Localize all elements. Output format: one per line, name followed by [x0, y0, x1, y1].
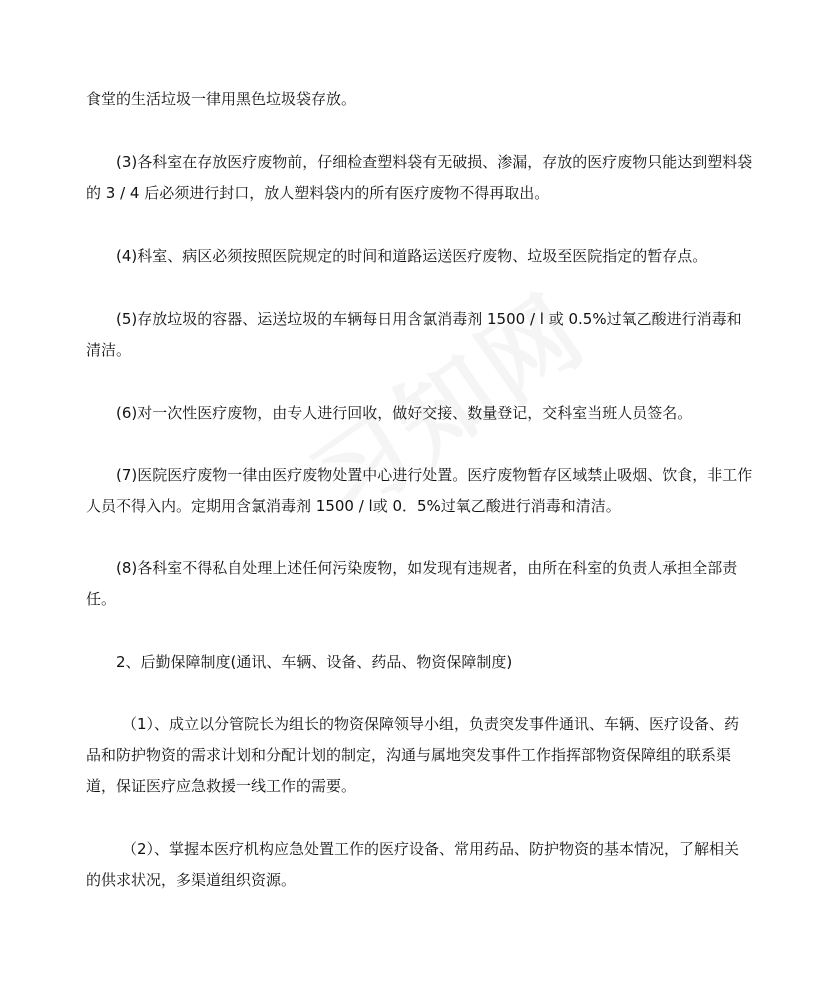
section-heading-logistics: 2、后勤保障制度(通讯、车辆、设备、药品、物资保障制度) — [116, 653, 513, 671]
paragraph-item-8: (8)各科室不得私自处理上述任何污染废物，如发现有违规者，由所在科室的负责人承担全部责任。 — [86, 559, 738, 608]
paragraph-item-5: (5)存放垃圾的容器、运送垃圾的车辆每日用含氯消毒剂 1500 / l 或 0.5%过氧乙酸进行消毒和清洁。 — [86, 310, 742, 359]
paragraph-logistics-2: （2）、掌握本医疗机构应急处置工作的医疗设备、常用药品、防护物资的基本情况，了解相关的供求状况，多渠道组织资源。 — [86, 840, 740, 889]
paragraph-item-6: (6)对一次性医疗废物，由专人进行回收，做好交接、数量登记，交科室当班人员签名。 — [116, 404, 693, 422]
paragraph-logistics-1: （1）、成立以分管院长为组长的物资保障领导小组，负责突发事件通讯、车辆、医疗设备、药品和防护物资的需求计划和分配计划的制定，沟通与属地突发事件工作指挥部物资保障组的联系渠道，保证医疗应急救援一线工作的需要。 — [86, 715, 740, 795]
paragraph-item-4: (4)科室、病区必须按照医院规定的时间和道路运送医疗废物、垃圾至医院指定的暂存点。 — [116, 247, 708, 265]
paragraph-item-3: (3)各科室在存放医疗废物前，仔细检查塑料袋有无破损、渗漏，存放的医疗废物只能达到塑料袋的 3 / 4 后必须进行封口，放人塑料袋内的所有医疗废物不得再取出。 — [86, 153, 753, 202]
paragraph-item-7: (7)医院医疗废物一律由医疗废物处置中心进行处置。医疗废物暂存区域禁止吸烟、饮食，非工作人员不得入内。定期用含氯消毒剂 1500 / l或 0．5%过氧乙酸进行消毒和清洁。 — [86, 466, 753, 515]
paragraph-garbage-bags: 食堂的生活垃圾一律用黑色垃圾袋存放。 — [86, 90, 357, 108]
